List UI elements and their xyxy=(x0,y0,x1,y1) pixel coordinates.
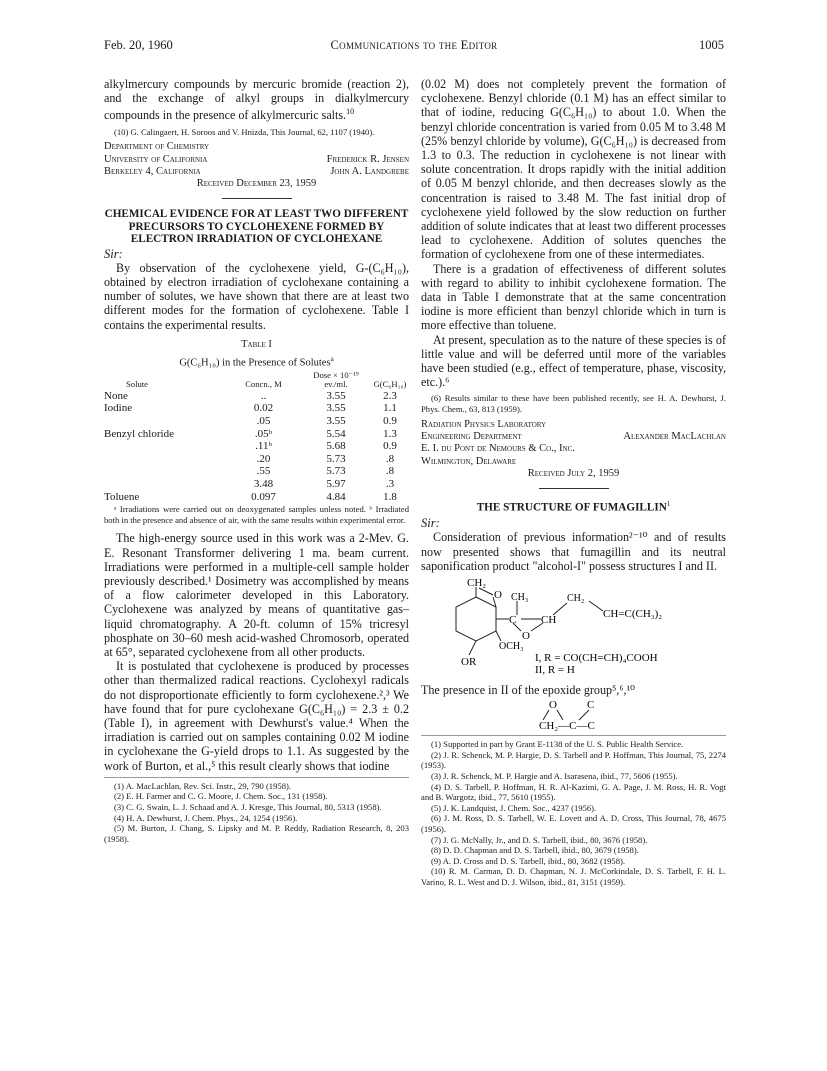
reference-item: (7) J. G. McNally, Jr., and D. S. Tarbell, ibid., 80, 3676 (1958). xyxy=(431,834,648,845)
table-cell-g: .8 xyxy=(385,452,395,465)
label-r2: II, R = H xyxy=(535,664,575,677)
table-cell-concn: .05 xyxy=(256,414,271,427)
table-cell-solute xyxy=(104,440,226,453)
reference-item: (2) E. H. Farmer and C. G. Moore, J. Chem. Soc., 131 (1958). xyxy=(114,791,328,802)
epoxide-c-top: C xyxy=(587,699,595,712)
table-cell-solute: Toluene xyxy=(104,490,140,503)
label-tail: CH=C(CH₃)₂ xyxy=(603,608,663,621)
paragraph-consideration: Consideration of previous information²⁻¹⁰ and of results now presented shows that fumagillin and its neutral saponification product "alcohol-I" possess structures I and II. xyxy=(421,530,726,573)
address-block-1: Department of Chemistry University of California Frederick R. Jensen Berkeley 4, California John A. Landgrebe Received December 23, 1959 xyxy=(104,141,409,190)
table-cell-solute xyxy=(104,465,226,478)
reference-item: (3) J. R. Schenck, M. P. Hargie and A. Isarasena, ibid., 77, 5606 (1955). xyxy=(431,771,678,782)
left-column xyxy=(104,77,409,844)
table-cell-g: 0.9 xyxy=(383,440,397,453)
table-cell-g: 1.1 xyxy=(383,402,397,415)
table-cell-dose: 4.84 xyxy=(326,490,346,503)
table-cell-solute xyxy=(104,453,226,466)
table-cell-dose: 5.73 xyxy=(326,452,346,465)
paragraph-continued: (0.02 M) does not completely prevent the formation of cyclohexene. Benzyl chloride (0.1 M) has an effect similar to that of iodine, reducing G(C₆H₁₀) to about 1.0. When the benzyl chloride concentration is varied from 0.05 M to 3.48 M (25% benzyl chloride by volume), G(C₆H₁₀) is decreased from 1.3 to 0.3. The reduction in cyclohexene is not linear with solute concentration. It drops rapidly with the initial addition of 0.05 M benzyl chloride, and then decreases slowly as the concentration is raised to 3.48 M. The fast initial drop of cyclohexene yield followed by the slow reduction on further addition of solute indicates that at least two different processes lead to cyclohexene. Addition of solutes quenches the formation of cyclohexene from one of these intermediates. xyxy=(421,77,726,262)
fumagillin-structure-diagram xyxy=(421,575,726,683)
label-ch: CH xyxy=(541,614,557,627)
paragraph-speculation: At present, speculation as to the nature of these species is of little value and will be deferred until more of the variables have been studied (e.g., effect of temperature, phase, viscosity, etc.).⁶ xyxy=(421,332,726,390)
epoxide-group-diagram xyxy=(421,697,726,731)
received-date-1: Received December 23, 1959 xyxy=(196,178,317,190)
table-cell-solute xyxy=(104,478,226,491)
table-cell-concn: .20 xyxy=(256,452,271,465)
table-cell-g: .8 xyxy=(385,465,395,478)
table-row xyxy=(104,415,409,428)
reference-item: (2) J. R. Schenck, M. P. Hargie, D. S. Tarbell and P. Hoffman, This Journal, 75, 2274 (1953). xyxy=(421,749,726,771)
table-cell-solute: None xyxy=(104,389,128,402)
carryover-paragraph: alkylmercury compounds by mercuric bromide (reaction 2), and the exchange of alkyl groups in dialkylmercury compounds in the presence of alkylmercuric salts.$^{10}$ xyxy=(104,77,409,123)
reference-item: (1) Supported in part by Grant E-1138 of the U. S. Public Health Service. xyxy=(431,739,684,750)
author-jensen: Frederick R. Jensen xyxy=(326,153,409,165)
ring-bond xyxy=(456,597,496,641)
table-header-row: Solute Concn., M Dose × 10⁻¹⁹ ev./ml. G(C₆H₁₀) xyxy=(126,369,407,390)
table-row xyxy=(104,402,409,415)
label-ch2b: CH₂ xyxy=(567,593,585,605)
reference-item: (3) C. G. Swain, L. J. Schaad and A. J. Kresge, This Journal, 80, 5313 (1958). xyxy=(114,801,382,812)
label-o2: O xyxy=(522,630,530,643)
table-1 xyxy=(104,338,409,525)
label-ch2: CH₂ xyxy=(467,577,487,590)
table-row xyxy=(104,465,409,478)
epoxide-bottom: CH₂—C—C xyxy=(539,720,595,732)
label-ch3: CH₃ xyxy=(511,592,529,604)
table-row xyxy=(104,390,409,403)
table-cell-concn: 3.48 xyxy=(253,477,274,490)
reference-item: (1) A. MacLachlan, Rev. Sci. Instr., 29, 790 (1958). xyxy=(114,780,292,791)
divider-rule-2 xyxy=(539,488,609,489)
table-caption: G(C₆H₁₀) in the Presence of Solutes$^a$ xyxy=(179,355,334,369)
paragraph-gradation: There is a gradation of effectiveness of different solutes with regard to ability to inhibit cyclohexene formation. The data in Table I demonstrate that at the same concentration iodine is more efficient than benzyl chloride which in turn is more effective than toluene. xyxy=(421,261,726,333)
table-footnote: ᵃ Irradiations were carried out on deoxygenated samples unless noted. ᵇ Irradiated both in the presence and absence of air, with the same results within experimental error. xyxy=(104,504,409,525)
header-section: Communications to the Editor xyxy=(330,38,498,52)
table-cell-g: 1.8 xyxy=(383,490,397,503)
reference-item: (5) J. K. Landquist, J. Chem. Soc., 4237 (1956). xyxy=(431,802,597,813)
reference-item: (9) A. D. Cross and D. S. Tarbell, ibid., 80, 3682 (1958). xyxy=(431,855,626,866)
table-cell-concn: .55 xyxy=(256,465,271,478)
table-row xyxy=(104,453,409,466)
table-row xyxy=(104,491,409,504)
table-cell-concn: 0.097 xyxy=(251,490,276,503)
table-cell-dose: 5.68 xyxy=(326,440,346,453)
paragraph-postulate: It is postulated that cyclohexene is produced by processes other than thermalized radical reactions. Cyclohexyl radicals do not disproportionate efficiently to form cyclohexene.²,³ We have found that for pure cyclohexane G(C₆H₁₀) = 2.3 ± 0.2 (Table I), in agreement with Dewhurst's value.⁴ When the irradiation is carried out on samples containing 0.02 M iodine in cyclohexane the G-yield drops to 1.1. As suggested by the work of Burton, et al.,⁵ this result clearly shows that iodine xyxy=(104,659,409,773)
table-cell-dose: 5.54 xyxy=(326,427,346,440)
table-cell-dose: 5.73 xyxy=(326,465,346,478)
table-cell-dose: 3.55 xyxy=(326,414,346,427)
received-date-2: Received July 2, 1959 xyxy=(527,467,620,479)
label-or: OR xyxy=(461,656,477,669)
left-references xyxy=(104,777,409,845)
salutation-2: Sir: xyxy=(421,516,440,531)
paragraph-method: The high-energy source used in this work was a 2-Mev. G. E. Resonant Transformer delivering 1 ma. beam current. Irradiations were performed in a multiple-cell sample holder previously described.¹ Dosimetry was accomplished by means of a flow calorimeter developed in this Laboratory. Cyclohexene was analyzed by means of quantitative gas–liquid chromatography. A 20-ft. column of 15% tricresyl phosphate on 30–60 mesh acid-washed Chromosorb, operated at 65°, separated cyclohexene from all other products. xyxy=(104,531,409,659)
label-c: C xyxy=(509,614,517,627)
article-title-1: CHEMICAL EVIDENCE FOR AT LEAST TWO DIFFERENT PRECURSORS TO CYCLOHEXENE FORMED BY ELECTRON IRRADIATION OF CYCLOHEXANE xyxy=(104,208,409,246)
label-och3: OCH₃ xyxy=(499,641,524,653)
table-cell-concn: .. xyxy=(260,389,267,402)
reference-item: (4) D. S. Tarbell, P. Hoffman, H. R. Al-Kazimi, G. A. Page, J. M. Ross, H. R. Vogt and B. Wargotz, ibid., 77, 5610 (1955). xyxy=(421,781,726,803)
reference-item: (10) R. M. Carman, D. D. Chapman, N. J. McCorkindale, D. S. Tarbell, F. H. L. Varino, R. L. West and D. J. Wilson, ibid., 81, 3151 (1959). xyxy=(421,866,726,888)
table-cell-g: 0.9 xyxy=(383,414,397,427)
right-references xyxy=(421,735,726,887)
table-cell-g: 2.3 xyxy=(383,389,397,402)
table-cell-solute: Iodine xyxy=(104,402,133,415)
table-body xyxy=(104,371,409,503)
footnote-6: (6) Results similar to these have been published recently, see H. A. Dewhurst, J. Phys. Chem., 63, 813 (1959). xyxy=(421,393,726,415)
label-o1: O xyxy=(494,589,502,602)
footnote-10: (10) G. Calingaert, H. Soroos and V. Hnizda, This Journal, 62, 1107 (1940). xyxy=(114,126,375,137)
table-row xyxy=(104,440,409,453)
reference-item: (8) D. D. Chapman and D. S. Tarbell, ibid., 80, 3679 (1958). xyxy=(431,845,639,856)
table-cell-dose: 3.55 xyxy=(326,389,346,402)
epoxide-o: O xyxy=(549,699,557,712)
table-label: Table I xyxy=(241,338,272,350)
table-cell-dose: 5.97 xyxy=(326,477,346,490)
address-block-2: Radiation Physics Laboratory Engineering Department Alexander MacLachlan E. I. du Pont de Nemours & Co., Inc. Wilmington, Delaware Received July 2, 1959 xyxy=(421,418,726,479)
right-column xyxy=(421,77,726,888)
table-cell-dose: 3.55 xyxy=(326,402,346,415)
running-header xyxy=(104,38,724,54)
reference-item: (6) J. M. Ross, D. S. Tarbell, W. E. Lovett and A. D. Cross, This Journal, 78, 4675 (1956). xyxy=(421,813,726,835)
article-title-2: THE STRUCTURE OF FUMAGILLIN$^1$ xyxy=(476,500,671,514)
salutation-1: Sir: xyxy=(104,246,123,261)
table-cell-solute: Benzyl chloride xyxy=(104,427,174,440)
table-cell-concn: .05ᵇ xyxy=(254,427,273,440)
header-page-number: 1005 xyxy=(699,38,724,52)
header-date: Feb. 20, 1960 xyxy=(104,38,173,52)
table-cell-concn: .11ᵇ xyxy=(255,440,272,453)
table-cell-g: .3 xyxy=(385,477,395,490)
reference-item: (5) M. Burton, J. Chang, S. Lipsky and M. P. Reddy, Radiation Research, 8, 203 (1958). xyxy=(104,823,409,844)
author-maclachlan: Alexander MacLachlan xyxy=(623,430,726,442)
table-row xyxy=(104,478,409,491)
paragraph-intro: By observation of the cyclohexene yield, G-(C₆H₁₀), obtained by electron irradiation of cyclohexane containing a number of solutes, we have shown that there are at least two different modes for the formation of cyclohexene. Table I contains the experimental results. xyxy=(104,260,409,332)
divider-rule xyxy=(222,198,292,199)
table-cell-concn: 0.02 xyxy=(253,402,274,415)
table-row xyxy=(104,428,409,441)
author-landgrebe: John A. Landgrebe xyxy=(330,165,409,177)
reference-item: (4) H. A. Dewhurst, J. Chem. Phys., 24, 1254 (1956). xyxy=(114,812,298,823)
table-cell-g: 1.3 xyxy=(383,427,397,440)
paragraph-epoxide: The presence in II of the epoxide group⁵,⁶,¹⁰ xyxy=(421,683,636,698)
label-r1: I, R = CO(CH=CH)₄COOH xyxy=(535,652,658,665)
table-cell-solute xyxy=(104,415,226,428)
